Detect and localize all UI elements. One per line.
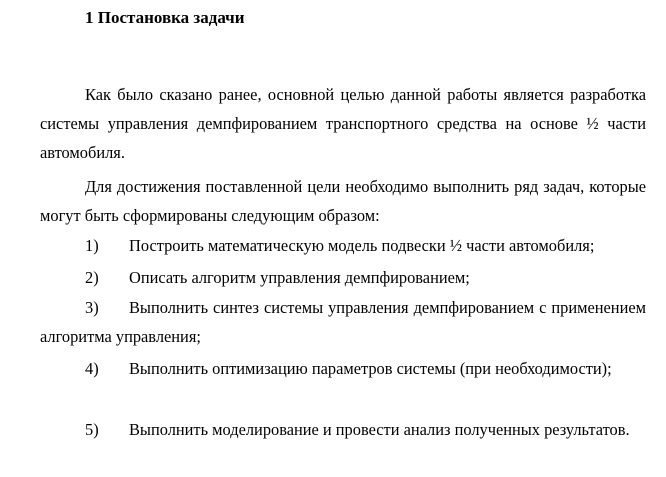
- list-item: [40, 263, 646, 292]
- list-item-text: Выполнить моделирование и провести анализ полученных результатов.: [129, 420, 630, 439]
- list-item: [40, 415, 646, 444]
- list-item: [40, 354, 646, 383]
- list-item: [40, 293, 646, 351]
- list-item-number: 3): [85, 298, 99, 317]
- list-item-text: Выполнить оптимизацию параметров системы (при необходимости);: [129, 359, 612, 378]
- list-item-text: Построить математическую модель подвески ½ части автомобиля;: [129, 236, 595, 255]
- paragraph-intro: Как было сказано ранее, основной целью данной работы является разработка системы управления демпфированием транспортного средства на основе ½ части автомобиля.: [40, 85, 646, 162]
- list-item-number: 4): [85, 359, 99, 378]
- list-item-number: 2): [85, 268, 99, 287]
- list-item-text: Описать алгоритм управления демпфированием;: [129, 268, 470, 287]
- list-item-number: 1): [85, 236, 99, 255]
- paragraph-tasks-intro: Для достижения поставленной цели необходимо выполнить ряд задач, которые могут быть сформированы следующим образом:: [40, 177, 646, 225]
- list-item-text: Выполнить синтез системы управления демпфированием с применением алгоритма управления;: [40, 298, 646, 346]
- section-heading: 1 Постановка задачи: [85, 8, 245, 27]
- list-item-number: 5): [85, 420, 99, 439]
- list-item: [40, 231, 646, 260]
